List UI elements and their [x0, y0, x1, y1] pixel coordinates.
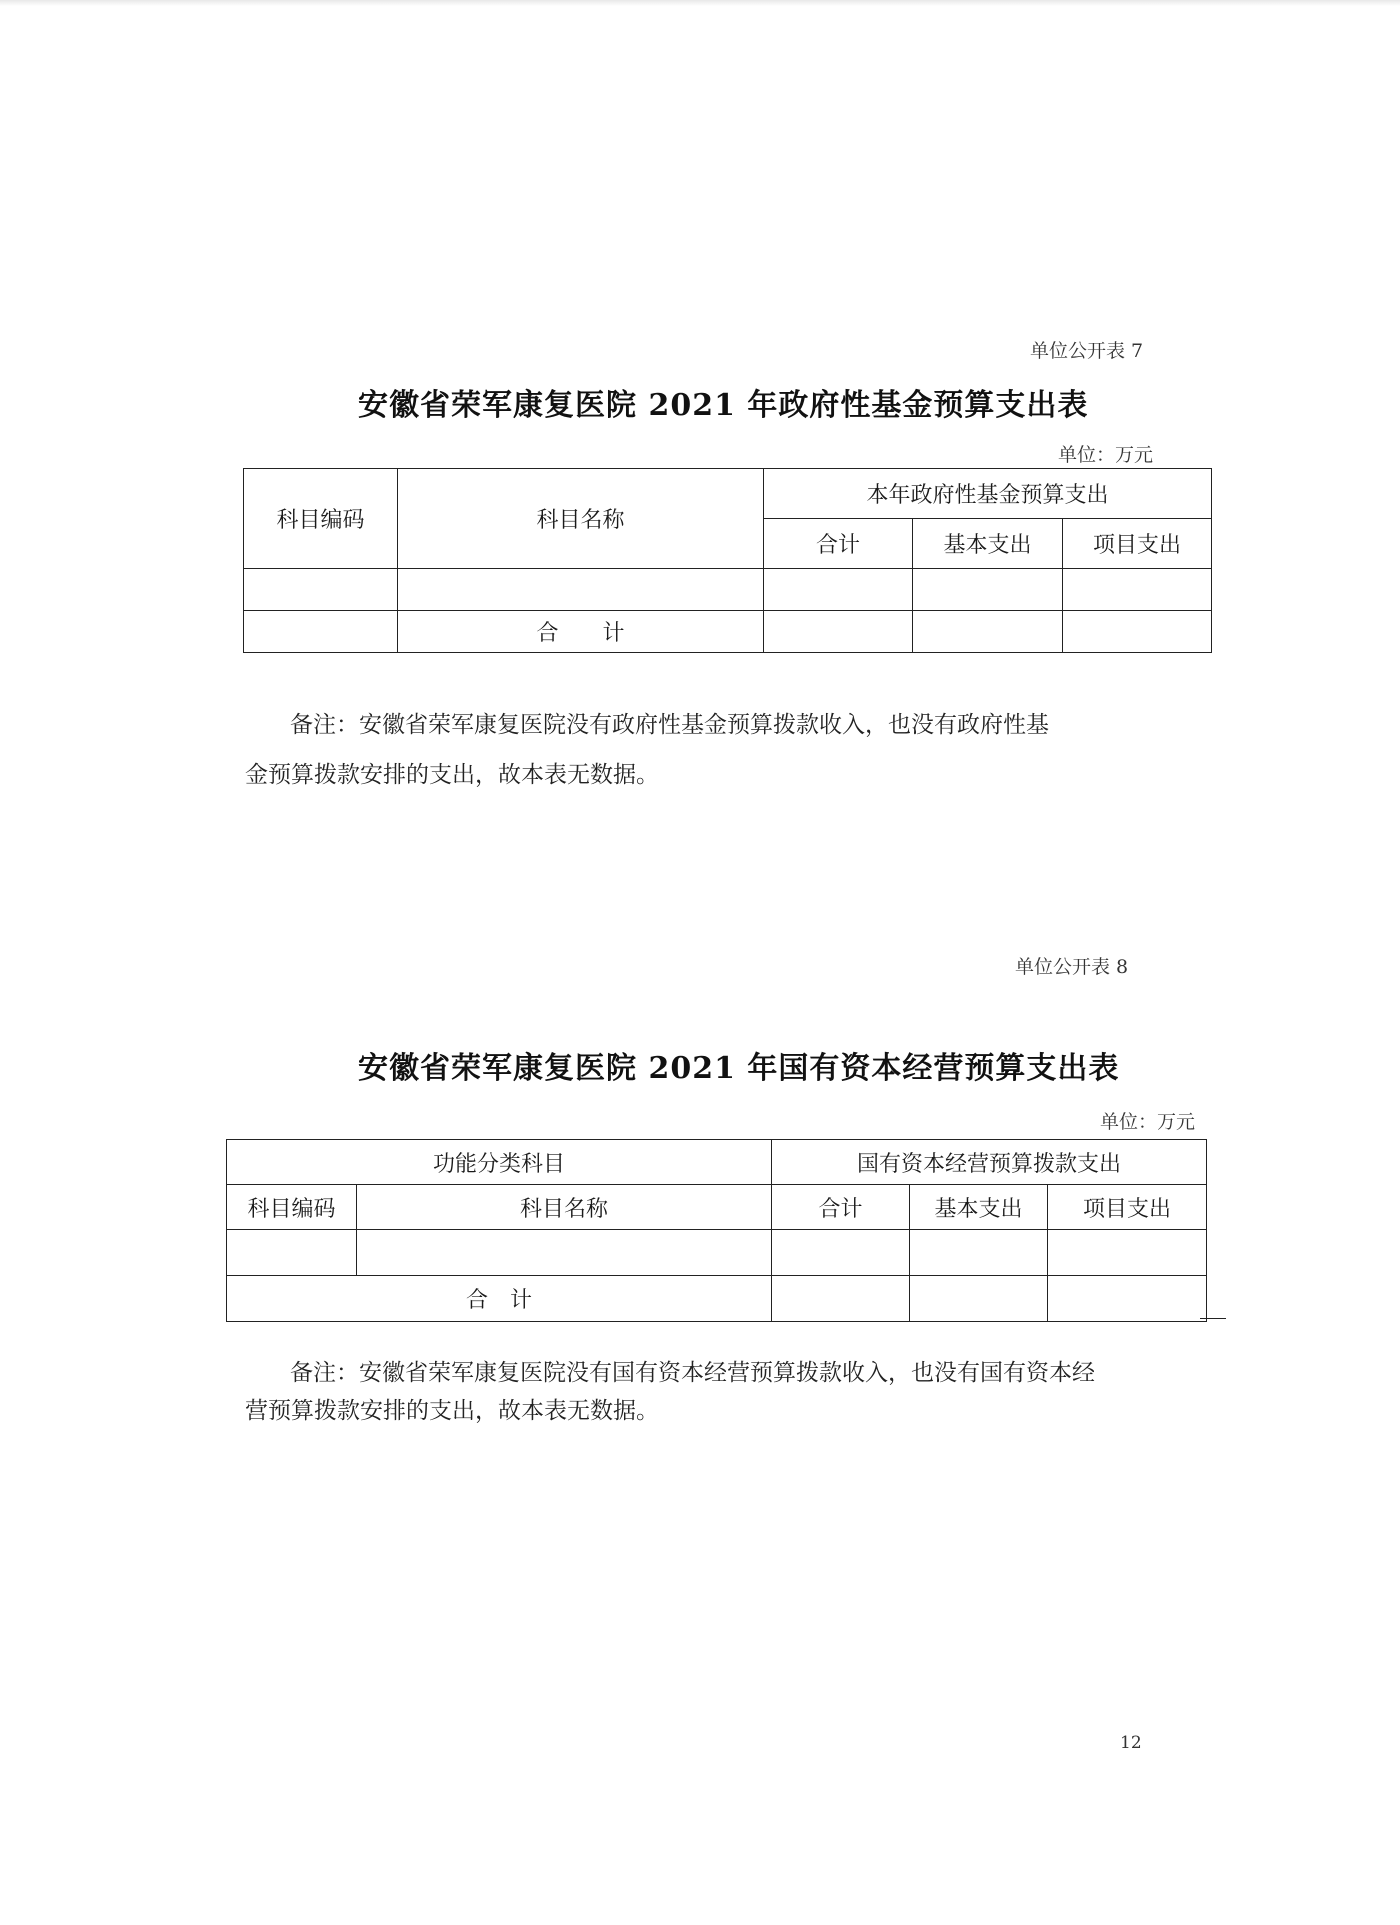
table-cell: [1063, 611, 1212, 653]
table8-note-line-1: 备注：安徽省荣军康复医院没有国有资本经营预算拨款收入，也没有国有资本经: [290, 1360, 1095, 1386]
table-cell: [1048, 1276, 1207, 1322]
table8-header-basic: 基本支出: [910, 1185, 1048, 1230]
table7-total-label: 合 计: [398, 611, 764, 653]
table7-tag: 单位公开表 7: [1030, 340, 1144, 362]
table7-header-group: 本年政府性基金预算支出: [764, 469, 1212, 519]
table-cell: [764, 569, 913, 611]
table7-header-name: 科目名称: [398, 469, 764, 569]
table7: [243, 468, 1212, 653]
table8-title: 安徽省荣军康复医院 2021 年国有资本经营预算支出表: [358, 1051, 1120, 1086]
table7-header-total: 合计: [764, 519, 913, 569]
table8-rule-stub: [1200, 1318, 1226, 1319]
table-cell: [764, 611, 913, 653]
table7-title: 安徽省荣军康复医院 2021 年政府性基金预算支出表: [358, 388, 1089, 423]
table8-header-total: 合计: [772, 1185, 910, 1230]
table-cell: [910, 1230, 1048, 1276]
table8-header-name: 科目名称: [357, 1185, 772, 1230]
table7-note-line-1: 备注：安徽省荣军康复医院没有政府性基金预算拨款收入，也没有政府性基: [290, 712, 1049, 738]
scan-edge: [0, 0, 1400, 6]
table-cell: [244, 569, 398, 611]
table8-header-function-group: 功能分类科目: [227, 1140, 772, 1185]
table8-unit: 单位：万元: [1100, 1111, 1196, 1133]
table7-total-row: [244, 611, 1212, 653]
table7-unit: 单位：万元: [1058, 444, 1154, 466]
table-cell: [227, 1230, 357, 1276]
table8-total-label: 合 计: [227, 1276, 772, 1322]
table-cell: [357, 1230, 772, 1276]
table7-header-code: 科目编码: [244, 469, 398, 569]
table-cell: [772, 1276, 910, 1322]
table-cell: [244, 611, 398, 653]
table8-header-project: 项目支出: [1048, 1185, 1207, 1230]
table7-note-line-2: 金预算拨款安排的支出，故本表无数据。: [245, 762, 659, 788]
table7-note: [245, 700, 1049, 800]
table-cell: [1048, 1230, 1207, 1276]
table8-total-row: [227, 1276, 1207, 1322]
table-cell: [772, 1230, 910, 1276]
table7-header-basic: 基本支出: [913, 519, 1063, 569]
table7-header-project: 项目支出: [1063, 519, 1212, 569]
table8-header-group: 国有资本经营预算拨款支出: [772, 1140, 1207, 1185]
page-number: 12: [1120, 1733, 1142, 1753]
table8-empty-row: [227, 1230, 1207, 1276]
table8-header-code: 科目编码: [227, 1185, 357, 1230]
table7-empty-row: [244, 569, 1212, 611]
table-cell: [913, 569, 1063, 611]
table8-note: [245, 1354, 1095, 1430]
table-cell: [1063, 569, 1212, 611]
table-cell: [398, 569, 764, 611]
table8: [226, 1139, 1207, 1322]
table8-note-line-2: 营预算拨款安排的支出，故本表无数据。: [245, 1398, 659, 1424]
table-cell: [913, 611, 1063, 653]
table-cell: [910, 1276, 1048, 1322]
table8-tag: 单位公开表 8: [1015, 956, 1129, 978]
